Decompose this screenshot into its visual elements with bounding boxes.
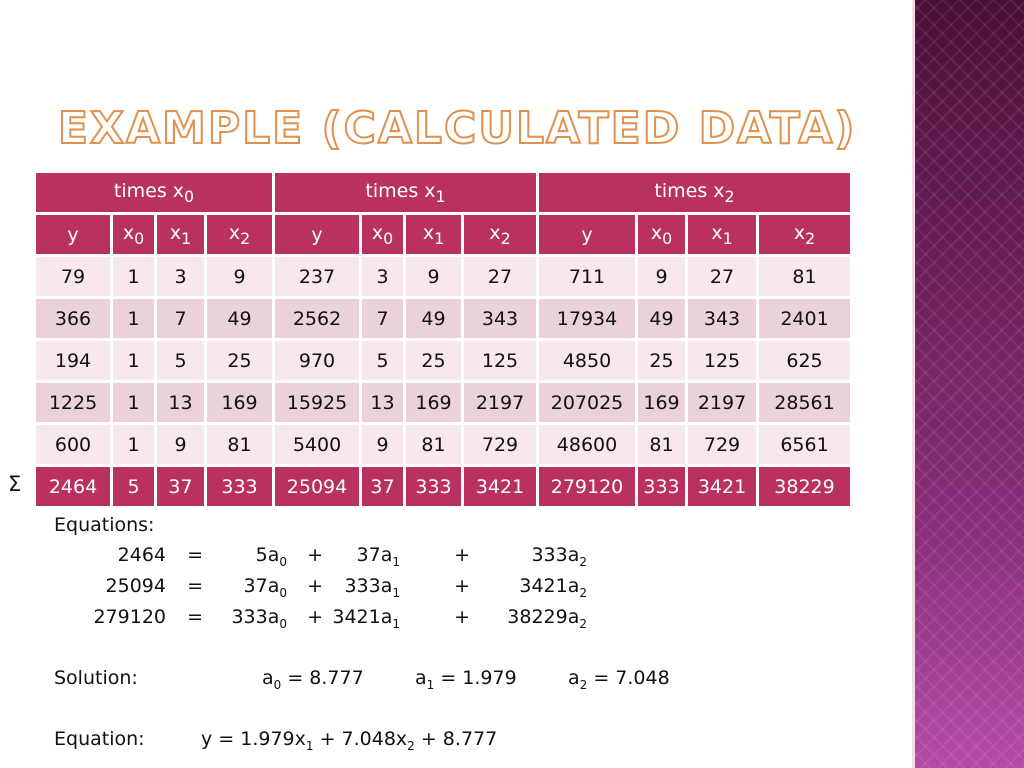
equation-term: + [307,575,323,597]
data-table [33,170,853,509]
table-cell: 5 [361,340,405,382]
table-cell: 3 [156,256,206,298]
table-cell: 600 [35,424,112,466]
sum-cell: 2464 [35,466,112,508]
equation-term: + [454,606,470,628]
group-header-row [35,172,852,214]
table-cell: 1225 [35,382,112,424]
table-cell: 13 [156,382,206,424]
table-cell: 81 [206,424,274,466]
table-cell: 169 [637,382,687,424]
table-cell: 13 [361,382,405,424]
sum-cell: 333 [206,466,274,508]
table-cell: 81 [405,424,463,466]
equation-term: + [307,606,323,628]
equation-term: $5a_0$ [255,544,287,569]
table-cell: 2401 [758,298,852,340]
column-header: y [35,214,112,256]
group-header-1: times $x_1$ [274,172,538,214]
table-cell: 729 [687,424,758,466]
table-cell: 25 [637,340,687,382]
table-cell: 27 [687,256,758,298]
equation-term: $333a_1$ [344,575,400,600]
table-cell: 9 [637,256,687,298]
table-cell: 9 [206,256,274,298]
equation-term: + [454,544,470,566]
solution-a2: $a_2 = 7.048$ [568,667,670,692]
table-cell: 169 [405,382,463,424]
table-cell: 2562 [274,298,361,340]
equation-term: + [307,544,323,566]
column-header: y [538,214,637,256]
table-cell: 207025 [538,382,637,424]
column-header: $x_2$ [758,214,852,256]
table-cell: 2197 [463,382,538,424]
equation-term: 279120 [93,606,166,628]
table-cell: 49 [405,298,463,340]
table-cell: 1 [112,382,156,424]
final-equation: $y = 1.979x_1 + 7.048x_2 + 8.777$ [201,728,498,753]
sum-row [35,466,852,508]
table-cell: 25 [206,340,274,382]
sum-cell: 37 [156,466,206,508]
table-cell: 711 [538,256,637,298]
table-cell: 7 [361,298,405,340]
equation-term: 25094 [105,575,166,597]
column-header-row [35,214,852,256]
table-cell: 17934 [538,298,637,340]
equation-term: + [454,575,470,597]
column-header: $x_0$ [112,214,156,256]
equation-term: $3421a_2$ [519,575,587,600]
column-header: $x_2$ [206,214,274,256]
sum-cell: 333 [405,466,463,508]
table-cell: 6561 [758,424,852,466]
table-cell: 15925 [274,382,361,424]
sum-cell: 3421 [687,466,758,508]
table-cell: 366 [35,298,112,340]
table-cell: 28561 [758,382,852,424]
equation-term: = [187,544,203,566]
decorative-sidebar [912,0,1024,768]
column-header: $x_1$ [405,214,463,256]
table-cell: 729 [463,424,538,466]
table-cell: 125 [687,340,758,382]
table-cell: 343 [687,298,758,340]
table-cell: 1 [112,256,156,298]
sum-cell: 279120 [538,466,637,508]
solution-label: Solution: [54,667,138,689]
table-cell: 5 [156,340,206,382]
table-row [35,382,852,424]
table-row [35,340,852,382]
table-cell: 7 [156,298,206,340]
table-cell: 125 [463,340,538,382]
column-header: $x_0$ [637,214,687,256]
column-header: $x_2$ [463,214,538,256]
table-cell: 3 [361,256,405,298]
equation-term: $333a_2$ [531,544,587,569]
sum-cell: 5 [112,466,156,508]
sum-cell: 25094 [274,466,361,508]
table-cell: 1 [112,424,156,466]
equation-term: $3421a_1$ [332,606,400,631]
group-header-0: times $x_0$ [35,172,274,214]
sum-cell: 333 [637,466,687,508]
table-cell: 81 [758,256,852,298]
equation-term: = [187,575,203,597]
table-row [35,256,852,298]
table-cell: 343 [463,298,538,340]
solution-a0: $a_0 = 8.777$ [262,667,364,692]
sum-cell: 3421 [463,466,538,508]
equations-label: Equations: [54,514,155,536]
sum-symbol: Σ [8,472,22,496]
table-cell: 194 [35,340,112,382]
table-cell: 48600 [538,424,637,466]
table-cell: 1 [112,340,156,382]
table-cell: 4850 [538,340,637,382]
equation-term: $333a_0$ [231,606,287,631]
equation-term: $37a_1$ [356,544,400,569]
slide-title: EXAMPLE (CALCULATED DATA) [58,103,857,154]
table-cell: 2197 [687,382,758,424]
table-cell: 79 [35,256,112,298]
solution-a1: $a_1 = 1.979$ [415,667,517,692]
table-cell: 49 [206,298,274,340]
column-header: $x_1$ [156,214,206,256]
table-row [35,298,852,340]
equation-term: = [187,606,203,628]
column-header: $x_1$ [687,214,758,256]
table-cell: 81 [637,424,687,466]
column-header: y [274,214,361,256]
table-cell: 625 [758,340,852,382]
table-cell: 970 [274,340,361,382]
equation-term: 2464 [117,544,166,566]
column-header: $x_0$ [361,214,405,256]
equation-term: $38229a_2$ [507,606,587,631]
table-cell: 9 [156,424,206,466]
equation-label: Equation: [54,728,145,750]
table-cell: 9 [361,424,405,466]
sum-cell: 37 [361,466,405,508]
table-cell: 49 [637,298,687,340]
sum-cell: 38229 [758,466,852,508]
table-cell: 237 [274,256,361,298]
group-header-2: times $x_2$ [538,172,852,214]
table-cell: 27 [463,256,538,298]
equation-term: $37a_0$ [243,575,287,600]
table-cell: 25 [405,340,463,382]
table-cell: 9 [405,256,463,298]
table-cell: 5400 [274,424,361,466]
table-cell: 169 [206,382,274,424]
table-cell: 1 [112,298,156,340]
table-row [35,424,852,466]
